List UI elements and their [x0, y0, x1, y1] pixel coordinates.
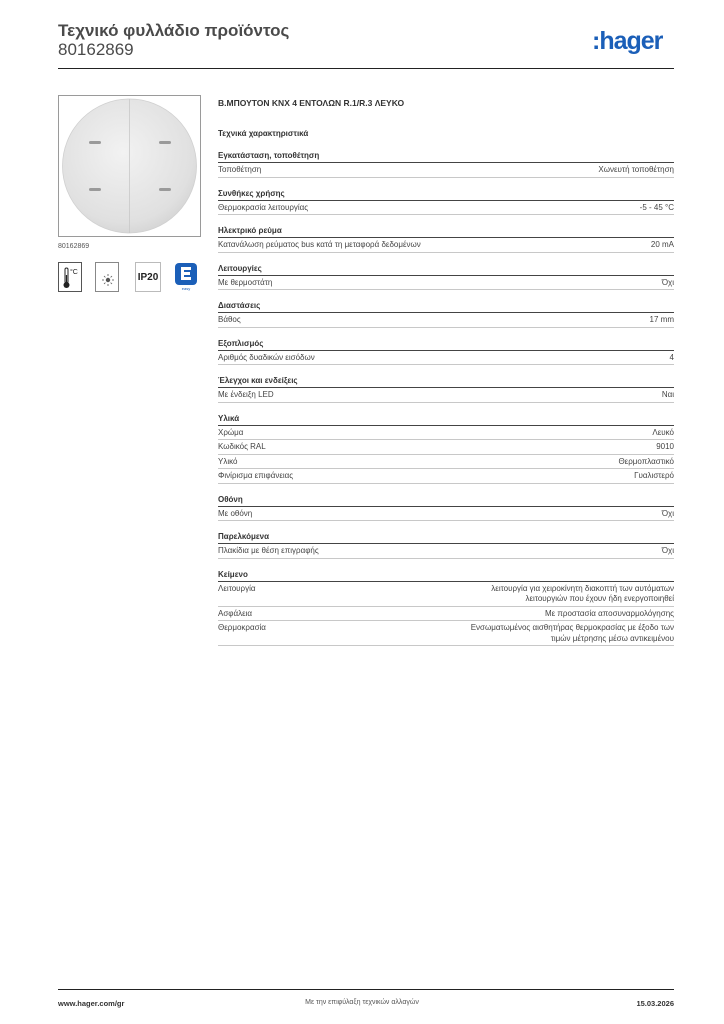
spec-value: λειτουργία για χειροκίνητη διακοπτή των αυτόματων λειτουργιών που έχουν ήδη ενεργοποιηθεί — [491, 583, 674, 603]
spec-value: Γυαλιστερό — [634, 471, 674, 480]
footer-website-link[interactable]: www.hager.com/gr — [58, 999, 125, 1008]
spec-row — [218, 621, 674, 646]
spec-row — [218, 388, 674, 403]
spec-group — [218, 376, 674, 403]
product-code: 80162869 — [58, 40, 134, 59]
spec-value: -5 - 45 °C — [639, 202, 674, 212]
spec-label: Θερμοκρασία — [218, 623, 266, 632]
ip-rating-icon: IP20 — [135, 262, 161, 292]
spec-group — [218, 151, 674, 178]
spec-group — [218, 301, 674, 328]
spec-group — [218, 532, 674, 559]
spec-row — [218, 201, 674, 216]
led-indicator — [89, 141, 101, 144]
spec-group — [218, 264, 674, 291]
led-icon — [95, 262, 119, 292]
spec-value: Όχι — [661, 546, 674, 555]
spec-group-title: Ηλεκτρικό ρεύμα — [218, 226, 674, 238]
spec-group-title: Έλεγχοι και ενδείξεις — [218, 376, 674, 388]
spec-group-title: Οθόνη — [218, 495, 674, 507]
spec-value: 20 mA — [650, 240, 674, 249]
spec-group — [218, 414, 674, 484]
spec-row — [218, 351, 674, 366]
spec-group — [218, 495, 674, 522]
spec-label: Λειτουργία — [218, 583, 256, 593]
spec-value: 4 — [669, 352, 674, 362]
temperature-icon-label: °C — [70, 269, 78, 276]
spec-label: Βάθος — [218, 315, 241, 324]
spec-label: Με οθόνη — [218, 508, 253, 518]
spec-group-title: Υλικά — [218, 414, 674, 426]
spec-row — [218, 440, 674, 455]
led-indicator — [159, 188, 171, 191]
spec-label: Φινίρισμα επιφάνειας — [218, 471, 294, 480]
spec-group-title: Κείμενο — [218, 570, 674, 582]
spec-group — [218, 339, 674, 366]
spec-value: Ναι — [661, 390, 674, 399]
spec-value: 17 mm — [649, 315, 674, 324]
hager-logo[interactable] — [592, 28, 674, 56]
spec-value: Με προστασία αποσυναρμολόγησης — [544, 608, 674, 618]
knx-easy-icon — [174, 262, 198, 292]
spec-row — [218, 313, 674, 328]
spec-row — [218, 507, 674, 522]
spec-label: Πλακίδια με θέση επιγραφής — [218, 546, 319, 555]
spec-group-title: Παρελκόμενα — [218, 532, 674, 544]
spec-group-title: Εγκατάσταση, τοποθέτηση — [218, 151, 674, 163]
spec-group-title: Εξοπλισμός — [218, 339, 674, 351]
spec-value: Λευκό — [652, 427, 674, 437]
spec-row — [218, 455, 674, 470]
spec-group-title: Διαστάσεις — [218, 301, 674, 313]
spec-content — [218, 98, 674, 657]
spec-group — [218, 570, 674, 647]
spec-value: Χωνευτή τοποθέτηση — [598, 165, 674, 174]
hager-logo-text: :hager — [592, 28, 663, 55]
image-caption: 80162869 — [58, 243, 90, 250]
footer-notice: Με την επιφύλαξη τεχνικών αλλαγών — [305, 999, 419, 1006]
spec-group — [218, 226, 674, 253]
spec-group — [218, 189, 674, 216]
spec-row — [218, 276, 674, 291]
footer-divider — [58, 989, 674, 990]
spec-row — [218, 426, 674, 441]
spec-label: Χρώμα — [218, 427, 244, 437]
spec-label: Κατανάλωση ρεύματος bus κατά τη μεταφορά δεδομένων — [218, 240, 421, 249]
spec-row — [218, 607, 674, 622]
led-indicator — [159, 141, 171, 144]
spec-value: Όχι — [661, 277, 674, 287]
led-indicator — [89, 188, 101, 191]
section-title: Τεχνικά χαρακτηριστικά — [218, 129, 309, 138]
footer-date: 15.03.2026 — [636, 999, 674, 1008]
product-image — [58, 95, 201, 237]
spec-row — [218, 469, 674, 484]
spec-label: Με θερμοστάτη — [218, 277, 273, 287]
spec-label: Υλικό — [218, 456, 238, 466]
spec-value: 9010 — [656, 442, 674, 451]
spec-row — [218, 238, 674, 253]
spec-group-title: Λειτουργίες — [218, 264, 674, 276]
spec-value: Ενσωματωμένος αισθητήρας θερμοκρασίας με έξοδο των τιμών μέτρησης μέσω αντικειμένου — [470, 623, 674, 643]
spec-row — [218, 163, 674, 178]
spec-groups — [218, 151, 674, 646]
spec-row — [218, 582, 674, 607]
product-name: Β.ΜΠΟΥΤΟΝ KNX 4 ΕΝΤΟΛΩΝ R.1/R.3 ΛΕΥΚΟ — [218, 98, 405, 108]
document-title: Τεχνικό φυλλάδιο προϊόντος — [58, 21, 290, 40]
spec-value: Θερμοπλαστικό — [618, 456, 674, 466]
spec-label: Αριθμός δυαδικών εισόδων — [218, 352, 315, 362]
spec-label: Με ένδειξη LED — [218, 390, 274, 399]
spec-label: Θερμοκρασία λειτουργίας — [218, 202, 309, 212]
spec-group-title: Συνθήκες χρήσης — [218, 189, 674, 201]
spec-label: Κωδικός RAL — [218, 442, 266, 451]
hager-logo-graphic — [592, 28, 674, 56]
spec-row — [218, 544, 674, 559]
header-divider — [58, 68, 674, 69]
knx-easy-icon-label: easy — [181, 286, 191, 291]
temperature-icon — [58, 262, 82, 292]
spec-label: Τοποθέτηση — [218, 165, 262, 174]
spec-label: Ασφάλεια — [218, 608, 253, 618]
spec-value: Όχι — [661, 508, 674, 518]
